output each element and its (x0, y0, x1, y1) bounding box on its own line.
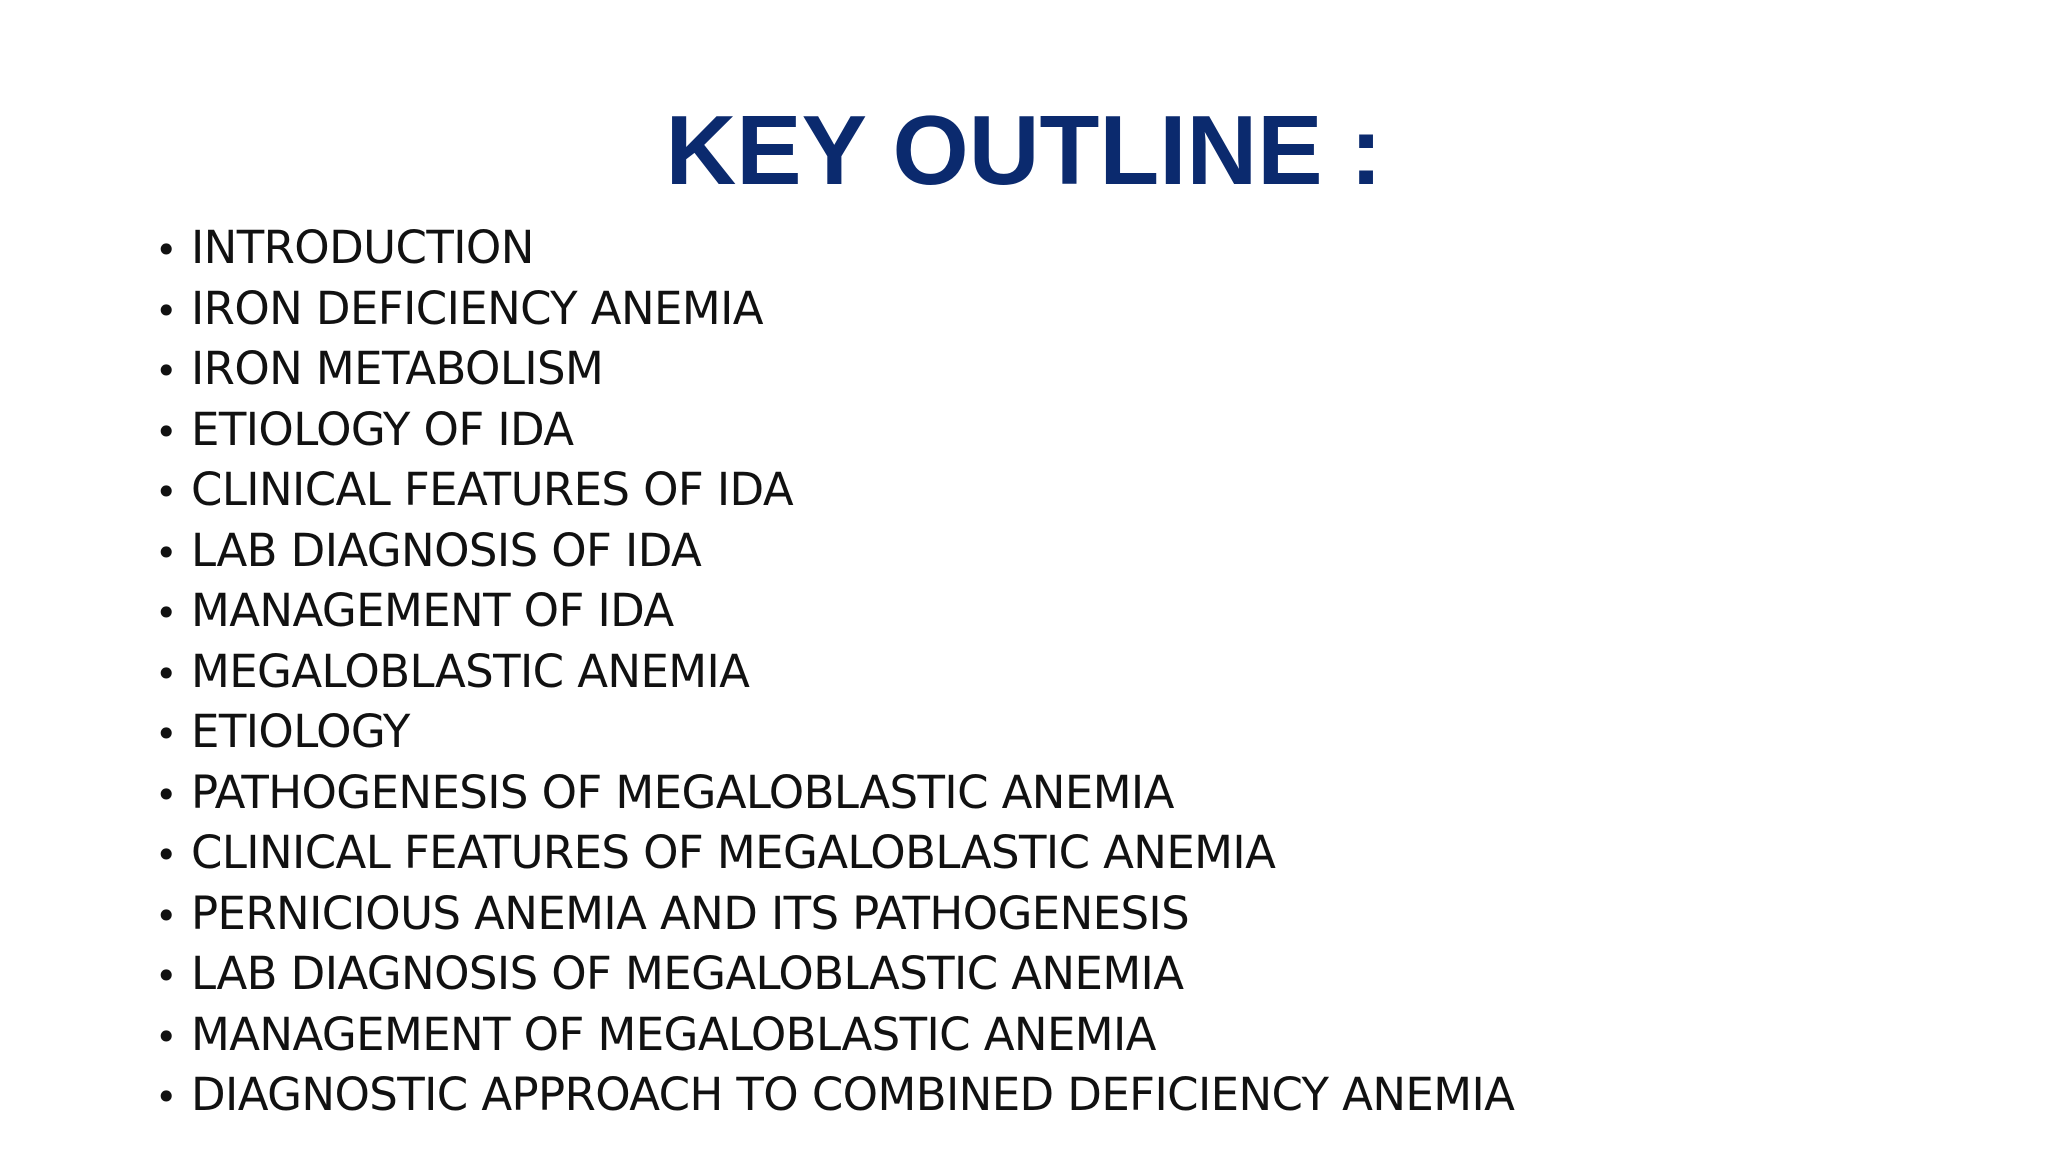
list-item-label: IRON METABOLISM (191, 342, 604, 395)
list-item-label: INTRODUCTION (191, 221, 534, 274)
list-item (155, 763, 1514, 824)
list-item (155, 400, 1514, 461)
list-item-label: MANAGEMENT OF IDA (191, 584, 674, 637)
bullet-icon: • (155, 893, 177, 938)
list-item (155, 581, 1514, 642)
bullet-icon: • (155, 530, 177, 575)
list-item-label: DIAGNOSTIC APPROACH TO COMBINED DEFICIENCY ANEMIA (191, 1068, 1515, 1121)
slide-title: KEY OUTLINE : (665, 95, 1383, 205)
bullet-icon: • (155, 409, 177, 454)
list-item (155, 1005, 1514, 1066)
list-item-label: CLINICAL FEATURES OF IDA (191, 463, 793, 516)
list-item-label: MEGALOBLASTIC ANEMIA (191, 644, 750, 698)
list-item (155, 702, 1514, 763)
bullet-icon: • (155, 651, 177, 696)
bullet-icon: • (155, 591, 177, 635)
bullet-icon: • (155, 954, 177, 998)
list-item-label: PERNICIOUS ANEMIA AND ITS PATHOGENESIS (191, 886, 1190, 940)
list-item-label: PATHOGENESIS OF MEGALOBLASTIC ANEMIA (191, 765, 1174, 819)
list-item-label: ETIOLOGY OF IDA (191, 402, 574, 456)
bullet-icon: • (155, 1075, 177, 1119)
outline-list (155, 218, 1514, 1126)
list-item (155, 642, 1514, 703)
list-item-label: ETIOLOGY (191, 705, 410, 758)
list-item (155, 460, 1514, 521)
list-item (155, 279, 1514, 340)
list-item (155, 823, 1514, 884)
list-item (155, 884, 1514, 945)
list-item-label: LAB DIAGNOSIS OF MEGALOBLASTIC ANEMIA (191, 947, 1184, 1000)
list-item (155, 218, 1514, 279)
list-item-label: IRON DEFICIENCY ANEMIA (191, 281, 763, 335)
list-item-label: CLINICAL FEATURES OF MEGALOBLASTIC ANEMIA (191, 826, 1276, 879)
list-item (155, 1065, 1514, 1126)
bullet-icon: • (155, 712, 177, 756)
list-item-label: MANAGEMENT OF MEGALOBLASTIC ANEMIA (191, 1007, 1156, 1061)
bullet-icon: • (155, 470, 177, 514)
bullet-icon: • (155, 288, 177, 333)
bullet-icon: • (155, 772, 177, 817)
bullet-icon: • (155, 1014, 177, 1059)
bullet-icon: • (155, 349, 177, 393)
bullet-icon: • (155, 833, 177, 877)
list-item-label: LAB DIAGNOSIS OF IDA (191, 523, 702, 577)
list-item (155, 339, 1514, 400)
bullet-icon: • (155, 228, 177, 272)
list-item (155, 944, 1514, 1005)
list-item (155, 521, 1514, 582)
